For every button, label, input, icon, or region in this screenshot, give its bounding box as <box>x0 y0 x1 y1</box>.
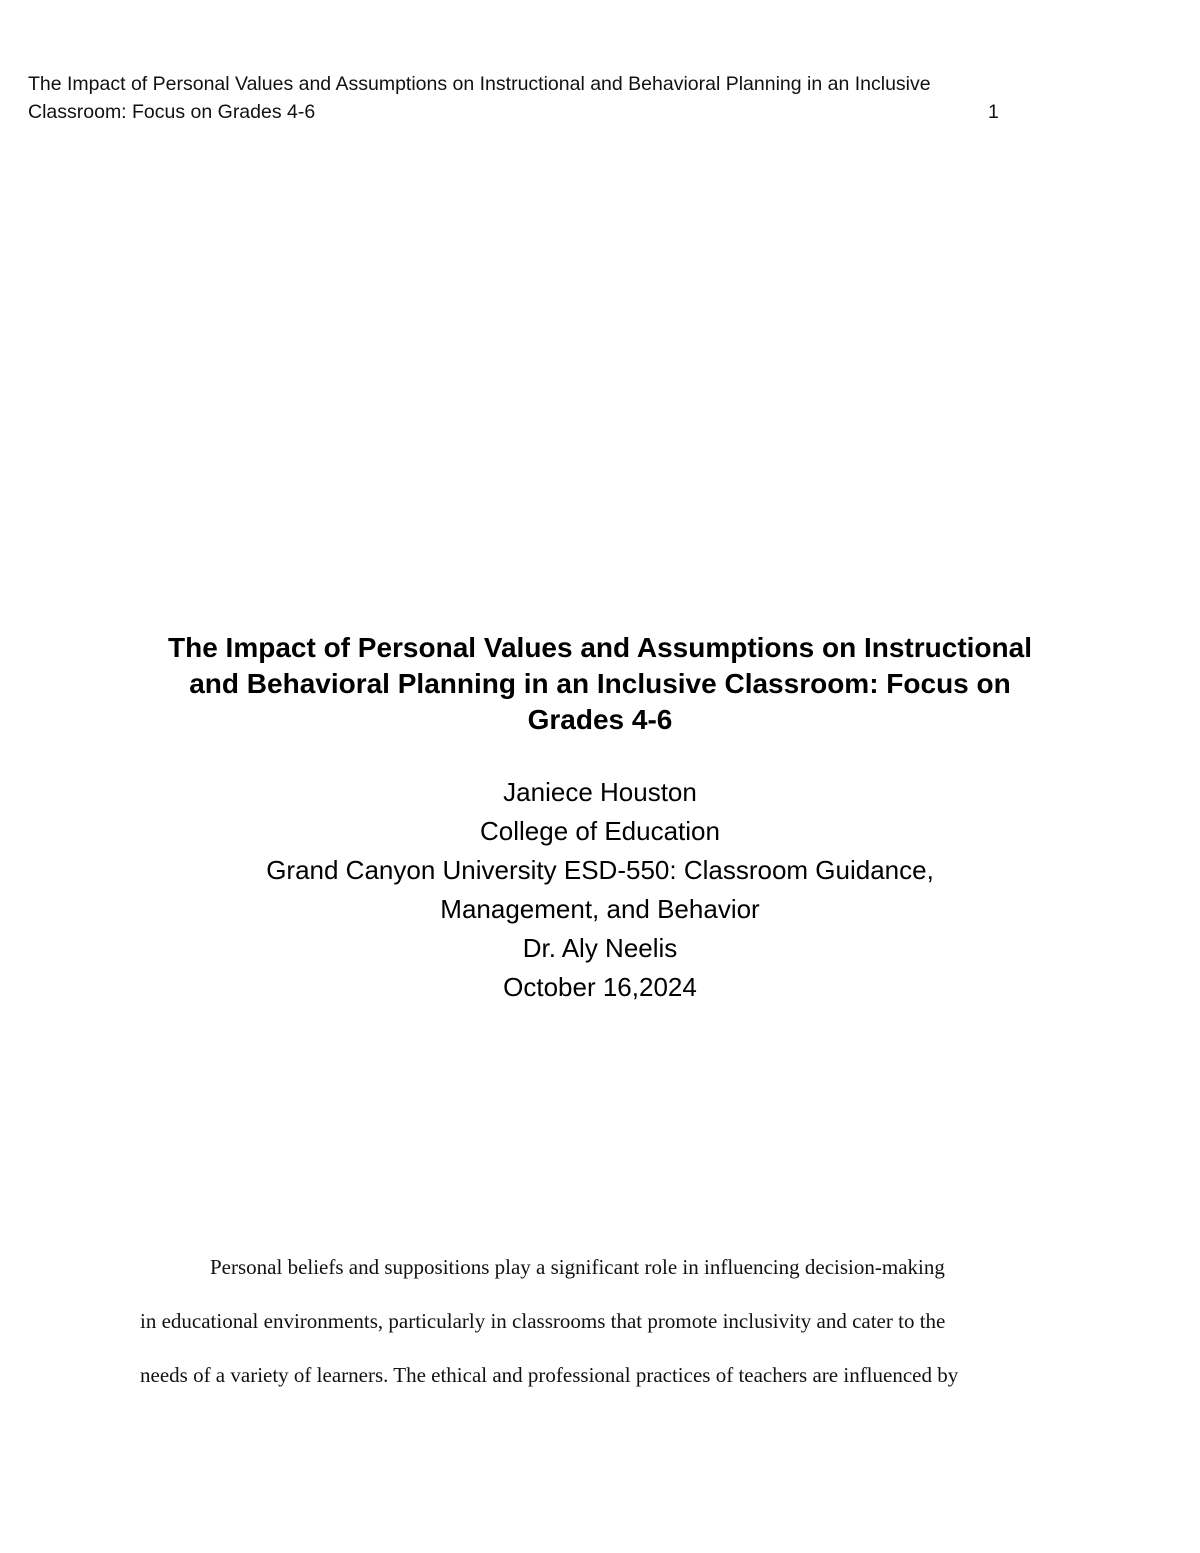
body-line-2: in educational environments, particularly in classrooms that promote inclusivity and cater to the <box>140 1309 946 1333</box>
author-name: Janiece Houston <box>503 777 697 807</box>
running-head-line-1: The Impact of Personal Values and Assumptions on Instructional and Behavioral Planning in an Inclusive <box>28 73 931 95</box>
title-line-3: Grades 4-6 <box>527 704 673 735</box>
body-line-1: Personal beliefs and suppositions play a significant role in influencing decision-making <box>210 1255 945 1279</box>
title-line-1: The Impact of Personal Values and Assumptions on Instructional <box>167 632 1032 663</box>
instructor-name: Dr. Aly Neelis <box>522 933 678 963</box>
body-paragraph <box>140 1240 1080 1402</box>
body-line-3: needs of a variety of learners. The ethical and professional practices of teachers are influenced by <box>140 1363 959 1387</box>
college-name: College of Education <box>480 816 720 846</box>
title-line-2: and Behavioral Planning in an Inclusive Classroom: Focus on <box>189 668 1011 699</box>
byline <box>100 773 1100 1007</box>
submission-date: October 16,2024 <box>503 972 697 1002</box>
paper-title <box>60 630 1140 738</box>
course-line-2: Management, and Behavior <box>440 894 760 924</box>
course-line-1: Grand Canyon University ESD-550: Classroom Guidance, <box>266 855 934 885</box>
page-number: 1 <box>988 101 999 123</box>
running-head <box>28 70 1028 126</box>
running-head-line-2: Classroom: Focus on Grades 4-6 <box>28 101 316 123</box>
